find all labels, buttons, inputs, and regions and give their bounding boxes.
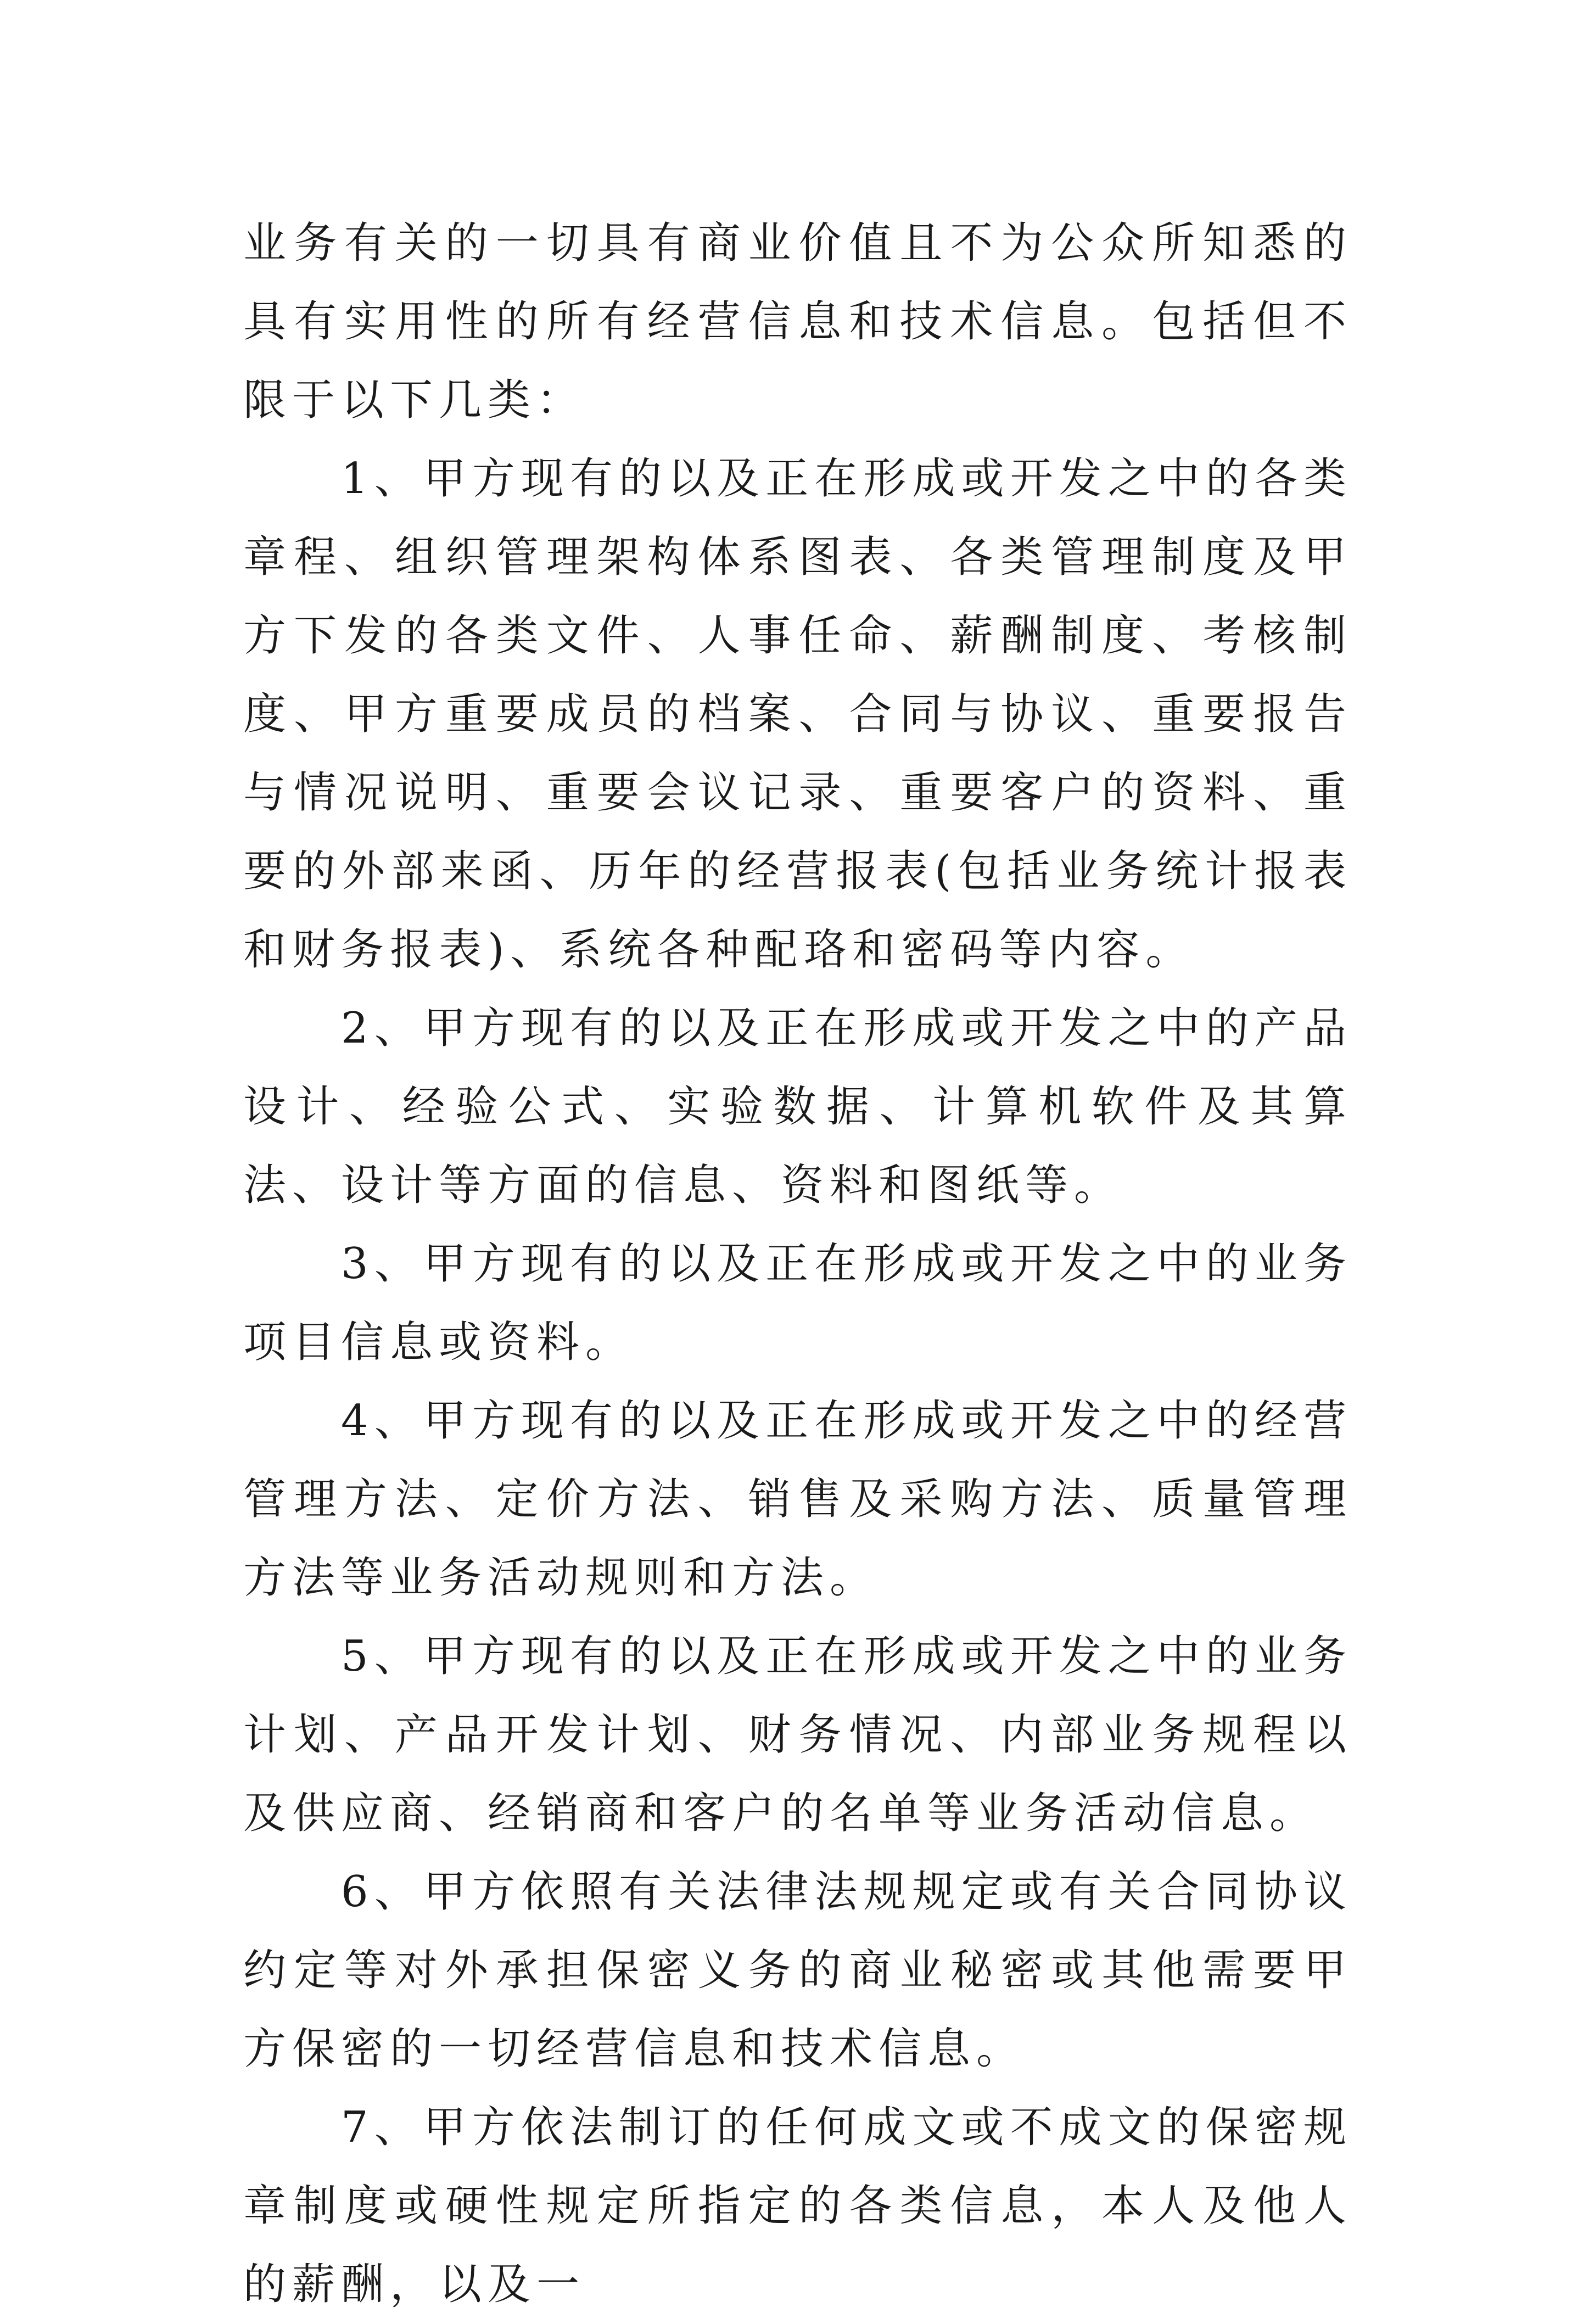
paragraph-item-5: 5、甲方现有的以及正在形成或开发之中的业务计划、产品开发计划、财务情况、内部业务规程以及供应商、经销商和客户的名单等业务活动信息。 [243,1632,1352,1838]
document-body [243,204,1352,2324]
paragraph-item-2: 2、甲方现有的以及正在形成或开发之中的产品设计、经验公式、实验数据、计算机软件及其算法、设计等方面的信息、资料和图纸等。 [243,1004,1352,1210]
paragraph-item-4: 4、甲方现有的以及正在形成或开发之中的经营管理方法、定价方法、销售及采购方法、质量管理方法等业务活动规则和方法。 [243,1396,1352,1603]
paragraph-item-1: 1、甲方现有的以及正在形成或开发之中的各类章程、组织管理架构体系图表、各类管理制度及甲方下发的各类文件、人事任命、薪酬制度、考核制度、甲方重要成员的档案、合同与协议、重要报告与情况说明、重要会议记录、重要客户的资料、重要的外部来函、历年的经营报表(包括业务统计报表和财务报表)、系统各种配珞和密码等内容。 [243,454,1352,975]
paragraph-item-7: 7、甲方依法制订的任何成文或不成文的保密规章制度或硬性规定所指定的各类信息，本人及他人的薪酬，以及一 [243,2103,1352,2309]
paragraph-intro: 业务有关的一切具有商业价值且不为公众所知悉的具有实用性的所有经营信息和技术信息。包括但不限于以下几类： [243,219,1352,425]
paragraph-item-3: 3、甲方现有的以及正在形成或开发之中的业务项目信息或资料。 [243,1239,1352,1367]
paragraph-item-6: 6、甲方依照有关法律法规规定或有关合同协议约定等对外承担保密义务的商业秘密或其他需要甲方保密的一切经营信息和技术信息。 [243,1867,1352,2074]
